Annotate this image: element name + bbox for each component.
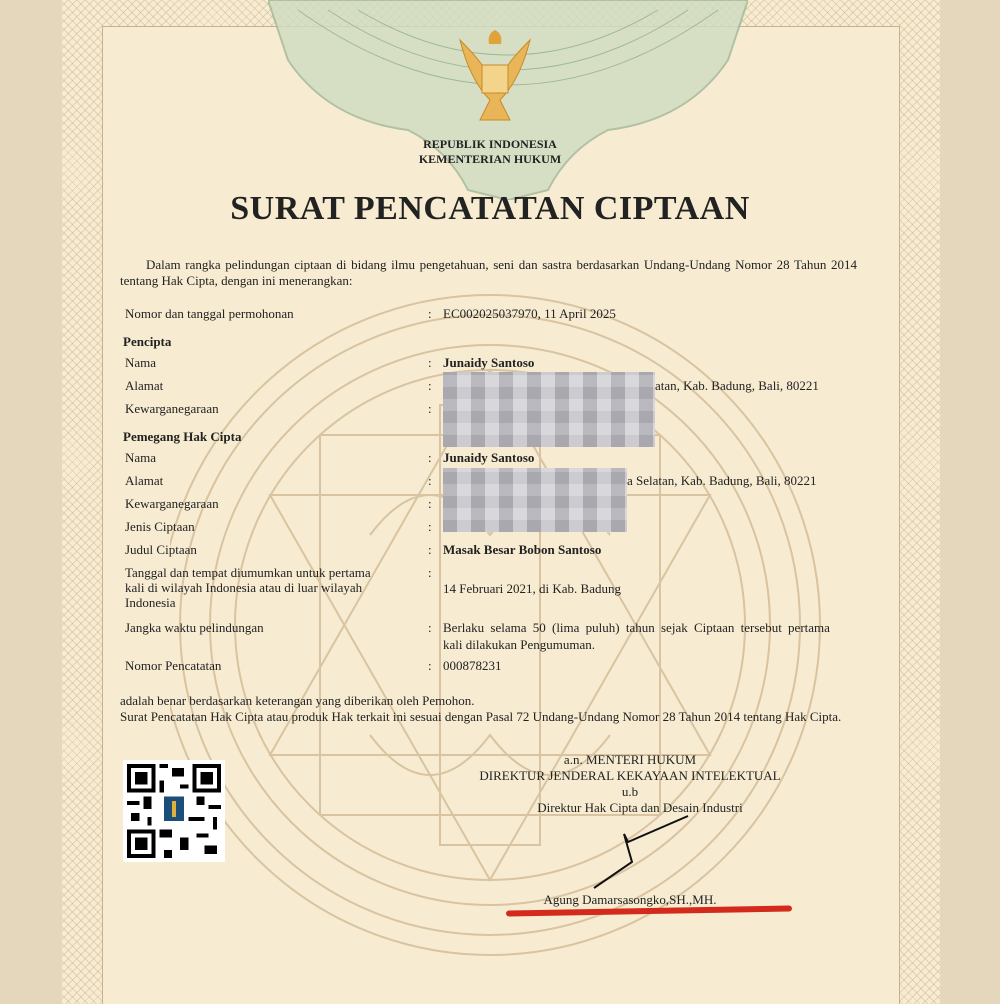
- work-title-label: Judul Ciptaan: [125, 542, 197, 557]
- signature-line-1: a.n. MENTERI HUKUM: [563, 752, 697, 767]
- colon: :: [428, 519, 432, 534]
- creator-name-label: Nama: [125, 355, 157, 370]
- signatory-name: Agung Damarsasongko,SH.,MH.: [543, 892, 717, 907]
- country-heading: REPUBLIK INDONESIA: [423, 137, 557, 151]
- colon: :: [428, 401, 432, 416]
- creator-name: Junaidy Santoso: [443, 355, 535, 370]
- redacted-area: [443, 468, 627, 532]
- application-value: EC002025037970, 11 April 2025: [443, 306, 616, 321]
- colon: :: [428, 473, 432, 488]
- published-label: Indonesia: [125, 595, 176, 610]
- signature-line-4: Direktur Hak Cipta dan Desain Industri: [537, 800, 743, 815]
- published-label: Tanggal dan tempat diumumkan untuk pertama: [125, 565, 371, 580]
- work-title: Masak Besar Bobon Santoso: [443, 542, 602, 557]
- work-type-label: Jenis Ciptaan: [125, 519, 195, 534]
- colon: :: [428, 450, 432, 465]
- ministry-heading: KEMENTERIAN HUKUM: [418, 152, 562, 166]
- closing-paragraph: Surat Pencatatan Hak Cipta atau produk Hak terkait ini sesuai dengan Pasal 72 Undang-Undang Nomor 28 Tahun 2014 tentang Hak Cipta.: [120, 709, 842, 724]
- qr-code: [123, 760, 225, 862]
- signature-line-2: DIREKTUR JENDERAL KEKAYAAN INTELEKTUAL: [479, 768, 781, 783]
- term-label: Jangka waktu pelindungan: [125, 620, 264, 635]
- signature-line-3: u.b: [621, 784, 639, 799]
- creator-heading: Pencipta: [123, 334, 172, 349]
- creator-address-label: Alamat: [125, 378, 164, 393]
- term-value: Berlaku selama 50 (lima puluh) tahun sejak Ciptaan tersebut pertama: [443, 620, 830, 635]
- colon: :: [428, 542, 432, 557]
- colon: :: [428, 378, 432, 393]
- colon: :: [428, 658, 432, 673]
- published-label: kali di wilayah Indonesia atau di luar wilayah: [125, 580, 363, 595]
- creator-citizenship-label: Kewarganegaraan: [125, 401, 219, 416]
- record-label: Nomor Pencatatan: [125, 658, 222, 673]
- intro-paragraph: Dalam rangka pelindungan ciptaan di bidang ilmu pengetahuan, seni dan sastra berdasarkan Undang-Undang Nomor 28 Tahun 2014 tentang Hak Cipta, dengan ini menerangkan:: [120, 257, 857, 288]
- colon: :: [428, 496, 432, 511]
- holder-address: a Selatan, Kab. Badung, Bali, 80221: [627, 473, 817, 488]
- holder-citizenship-label: Kewarganegaraan: [125, 496, 219, 511]
- garuda-emblem-icon: [440, 20, 550, 130]
- closing-line: adalah benar berdasarkan keterangan yang diberikan oleh Pemohon.: [120, 693, 475, 708]
- record-number: 000878231: [443, 658, 502, 673]
- colon: :: [428, 565, 432, 580]
- signature-scribble: [590, 812, 700, 892]
- holder-heading: Pemegang Hak Cipta: [123, 429, 242, 444]
- holder-name-label: Nama: [125, 450, 157, 465]
- term-value: kali dilakukan Pengumuman.: [443, 637, 596, 652]
- published-value: 14 Februari 2021, di Kab. Badung: [443, 581, 622, 596]
- redacted-area: [443, 372, 655, 447]
- creator-address: atan, Kab. Badung, Bali, 80221: [655, 378, 819, 393]
- application-label: Nomor dan tanggal permohonan: [125, 306, 294, 321]
- colon: :: [428, 355, 432, 370]
- holder-address-label: Alamat: [125, 473, 164, 488]
- colon: :: [428, 620, 432, 635]
- colon: :: [428, 306, 432, 321]
- document-title: SURAT PENCATATAN CIPTAAN: [230, 190, 750, 227]
- holder-name: Junaidy Santoso: [443, 450, 535, 465]
